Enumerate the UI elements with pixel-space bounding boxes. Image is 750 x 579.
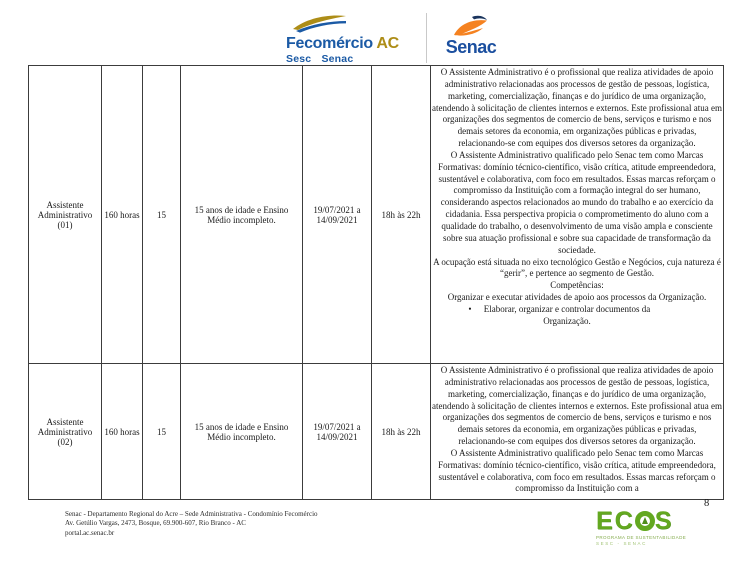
fecomercio-wordmark: [286, 36, 418, 52]
description-bullet-item: [432, 304, 722, 328]
course-description-cell: [431, 66, 724, 364]
ecos-logo: [596, 509, 696, 547]
ecos-tree-icon: [635, 511, 655, 531]
course-hours-cell: 160 horas: [102, 66, 143, 364]
footer-address-line1: Senac - Departamento Regional do Acre – Sede Administrativa - Condomínio Fecomércio: [65, 510, 318, 518]
senac-logo: [436, 14, 506, 56]
course-description-cell: [431, 364, 724, 500]
course-period-cell: 19/07/2021 a 14/09/2021: [303, 364, 372, 500]
header-divider: [426, 13, 427, 63]
fecomercio-logo: [286, 14, 418, 65]
fecomercio-sub-brands: Sesc Senac: [286, 53, 354, 65]
fecomercio-name: Fecomércio: [286, 35, 373, 52]
bullet-icon: •: [468, 303, 472, 314]
course-description: [432, 67, 722, 328]
footer-address-line2: Av. Getúlio Vargas, 2473, Bosque, 69.900-607, Rio Branco - AC: [65, 519, 246, 528]
course-requirements-cell: 15 anos de idade e Ensino Médio incompleto.: [181, 364, 303, 500]
course-name-cell: Assistente Administrativo (02): [29, 364, 102, 500]
ecos-word-left: EC: [596, 507, 635, 535]
description-paragraph: A ocupação está situada no eixo tecnológico Gestão e Negócios, cuja natureza é “gerir”, e pertence ao segmento de Gestão.: [433, 256, 721, 279]
fecomercio-region: AC: [376, 35, 399, 52]
course-name-cell: Assistente Administrativo (01): [29, 66, 102, 364]
table-row: [29, 364, 724, 500]
course-slots-cell: 15: [143, 66, 181, 364]
ecos-word-right: S: [654, 507, 674, 535]
ecos-tagline-line2: SESC - SENAC: [596, 541, 647, 546]
senac-swoosh-icon: [452, 14, 490, 38]
bullet-text: Elaborar, organizar e controlar documentos da Organização.: [483, 303, 651, 326]
senac-wordmark: Senac: [445, 37, 497, 57]
course-schedule-cell: 18h às 22h: [372, 364, 431, 500]
description-paragraph: O Assistente Administrativo qualificado pelo Senac tem como Marcas Formativas: domínio técnico-científico, visão crítica, atitude empreendedora, sustentável e colaborativa, com foco em resultados. Essas marcas reforçam o compromisso da Instituição com a formação integral do ser humano, considerando aspectos relacionados ao mundo do trabalho e ao exercício da cidadania. Essa perspectiva propicia o comprometimento do aluno com a qualidade do trabalho, o desenvolvimento de uma visão ampla e consciente sobre sua atuação profissional e sobre sua capacidade de transformação da sociedade.: [438, 149, 716, 255]
course-requirements-cell: 15 anos de idade e Ensino Médio incompleto.: [181, 66, 303, 364]
course-slots-cell: 15: [143, 364, 181, 500]
ecos-wordmark: [596, 509, 696, 534]
description-paragraph: Competências:: [550, 280, 604, 291]
course-hours-cell: 160 horas: [102, 364, 143, 500]
fecomercio-swoosh-icon: [292, 14, 358, 36]
course-table: [28, 65, 724, 500]
footer-address: [65, 510, 318, 538]
course-period-cell: 19/07/2021 a 14/09/2021: [303, 66, 372, 364]
table-row: [29, 66, 724, 364]
footer-website: portal.ac.senac.br: [65, 528, 115, 537]
description-paragraph: Organizar e executar atividades de apoio aos processos da Organização.: [447, 292, 707, 303]
course-schedule-cell: 18h às 22h: [372, 66, 431, 364]
description-paragraph: O Assistente Administrativo qualificado pelo Senac tem como Marcas Formativas: domínio técnico-científico, visão crítica, atitude empreendedora, sustentável e colaborativa, com foco em resultados. Essas marcas reforçam o compromisso da Instituição com a: [438, 447, 716, 494]
course-description: [432, 365, 722, 495]
description-paragraph: O Assistente Administrativo é o profissional que realiza atividades de apoio administrativo relacionadas aos processos de gestão de pessoas, logística, marketing, comercialização, finanças e do jurídico de uma organização, atendendo à solicitação de clientes internos e externos. Este profissional atua em organizações dos segmentos de comercio de bens, serviços e turismo e nos demais setores da economia, em organizações públicas e privadas, relacionando-se com equipes dos diversos setores da organização.: [432, 365, 722, 447]
page-number: 8: [704, 498, 710, 509]
ecos-tagline-line1: PROGRAMA DE SUSTENTABILIDADE: [596, 535, 687, 540]
description-paragraph: O Assistente Administrativo é o profissional que realiza atividades de apoio administrativo relacionadas aos processos de gestão de pessoas, logística, marketing, comercialização, finanças e do jurídico de uma organização, atendendo à solicitação de clientes internos e externos. Este profissional atua em organizações dos segmentos de comercio de bens, serviços e turismo e nos demais setores da economia, em organizações públicas e privadas, relacionando-se com equipes dos diversos setores da organização.: [432, 67, 722, 149]
